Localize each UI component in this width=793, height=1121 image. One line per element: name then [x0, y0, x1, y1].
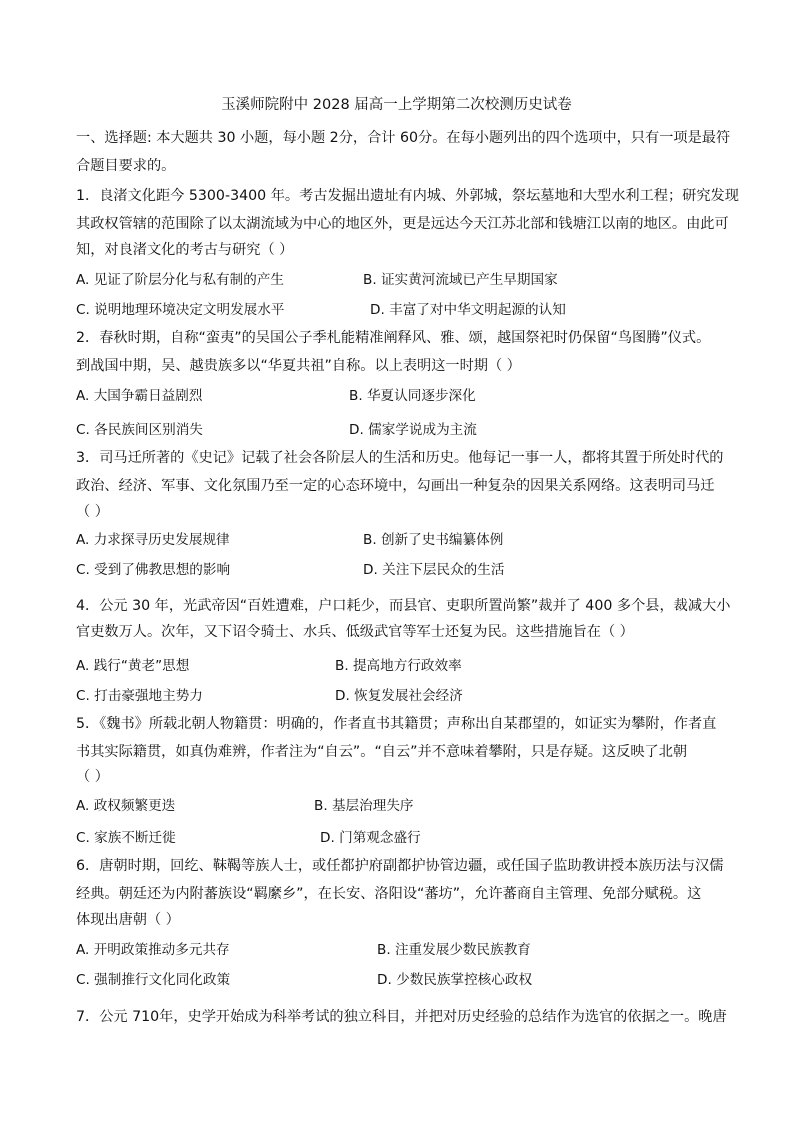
question-6-option-b: B. 注重发展少数民族教育: [377, 942, 531, 958]
question-1-text: 其政权管辖的范围除了以太湖流域为中心的地区外，更是远达今天江苏北部和钱塘江以南的地区。由此可: [76, 216, 729, 232]
question-3-text: 3．司马迁所著的《史记》记载了社会各阶层人的生活和历史。他每记一事一人，都将其置于所处时代的: [76, 450, 724, 466]
question-6-text: 体现出唐朝（ ）: [76, 912, 180, 928]
question-5-option-b: B. 基层治理失序: [314, 798, 414, 814]
question-6-option-d: D. 少数民族掌控核心政权: [377, 972, 533, 988]
question-4-text: 官吏数万人。次年，又下诏令骑士、水兵、低级武官等军士还复为民。这些措施旨在（ ）: [76, 624, 634, 640]
question-6-text: 经典。朝廷还为内附蕃族设“羁縻乡”，在长安、洛阳设“蕃坊”，允许蕃商自主管理、免部分赋税。这: [76, 886, 702, 902]
question-5-option-d: D. 门第观念盛行: [320, 830, 421, 846]
question-6-option-c: C. 强制推行文化同化政策: [76, 972, 231, 988]
question-3-option-d: D. 关注下层民众的生活: [363, 562, 505, 578]
section-instruction-line: 合题目要求的。: [76, 158, 176, 174]
exam-title: 玉溪师院附中 2028 届高一上学期第二次校测历史试卷: [221, 97, 572, 113]
question-2-text: 到战国中期，吴、越贵族多以“华夏共祖”自称。以上表明这一时期（ ）: [76, 358, 521, 374]
question-5-text: 5．《魏书》所载北朝人物籍贯：明确的，作者直书其籍贯；声称出自某郡望的，如证实为攀附，作者直: [76, 716, 717, 732]
question-7-text: 7．公元 710年，史学开始成为科举考试的独立科目，并把对历史经验的总结作为选官的依据之一。晚唐: [76, 1009, 727, 1025]
question-1-option-a: A. 见证了阶层分化与私有制的产生: [76, 272, 285, 288]
question-4-option-b: B. 提高地方行政效率: [335, 658, 462, 674]
question-1-text: 1．良渚文化距今 5300-3400 年。考古发掘出遗址有内城、外郭城，祭坛墓地和大型水利工程；研究发现: [76, 188, 739, 204]
question-2-option-d: D. 儒家学说成为主流: [349, 422, 477, 438]
question-1-option-c: C. 说明地理环境决定文明发展水平: [76, 302, 285, 318]
question-3-text: （ ）: [76, 504, 109, 520]
question-1-option-b: B. 证实黄河流域已产生早期国家: [363, 272, 558, 288]
question-5-text: （ ）: [76, 769, 109, 785]
question-6-option-a: A. 开明政策推动多元共存: [76, 942, 230, 958]
question-5-option-c: C. 家族不断迁徙: [76, 830, 176, 846]
question-2-text: 2．春秋时期，自称“蛮夷”的吴国公子季札能精准阐释风、雅、颂，越国祭祀时仍保留“鸟图腾”仪式。: [76, 330, 711, 346]
question-4-text: 4．公元 30 年，光武帝因“百姓遭难，户口耗少，而县官、吏职所置尚繁”裁并了 400 多个县，裁减大小: [76, 598, 731, 614]
question-3-option-c: C. 受到了佛教思想的影响: [76, 562, 231, 578]
question-2-option-b: B. 华夏认同逐步深化: [349, 388, 476, 404]
question-3-option-a: A. 力求探寻历史发展规律: [76, 532, 230, 548]
question-3-option-b: B. 创新了史书编纂体例: [363, 532, 504, 548]
question-6-text: 6．唐朝时期，回纥、靺鞨等族人士，或任都护府副都护协管边疆，或任国子监助教讲授本族历法与汉儒: [76, 858, 724, 874]
question-2-option-a: A. 大国争霸日益剧烈: [76, 388, 203, 404]
question-1-text: 知，对良渚文化的考古与研究（ ）: [76, 242, 294, 258]
question-2-option-c: C. 各民族间区别消失: [76, 422, 203, 438]
question-4-option-a: A. 践行“黄老”思想: [76, 658, 190, 674]
question-5-text: 书其实际籍贯，如真伪难辨，作者注为“自云”。“自云”并不意味着攀附，只是存疑。这反映了北朝: [76, 744, 688, 760]
question-3-text: 政治、经济、军事、文化氛围乃至一定的心态环境中，勾画出一种复杂的因果关系网络。这表明司马迁: [76, 478, 715, 494]
question-1-option-d: D. 丰富了对中华文明起源的认知: [370, 302, 566, 318]
question-4-option-d: D. 恢复发展社会经济: [335, 688, 463, 704]
question-5-option-a: A. 政权频繁更迭: [76, 798, 176, 814]
section-instruction-line: 一、选择题: 本大题共 30 小题，每小题 2分，合计 60分。在每小题列出的四个选项中，只有一项是最符: [76, 130, 731, 146]
question-4-option-c: C. 打击豪强地主势力: [76, 688, 203, 704]
